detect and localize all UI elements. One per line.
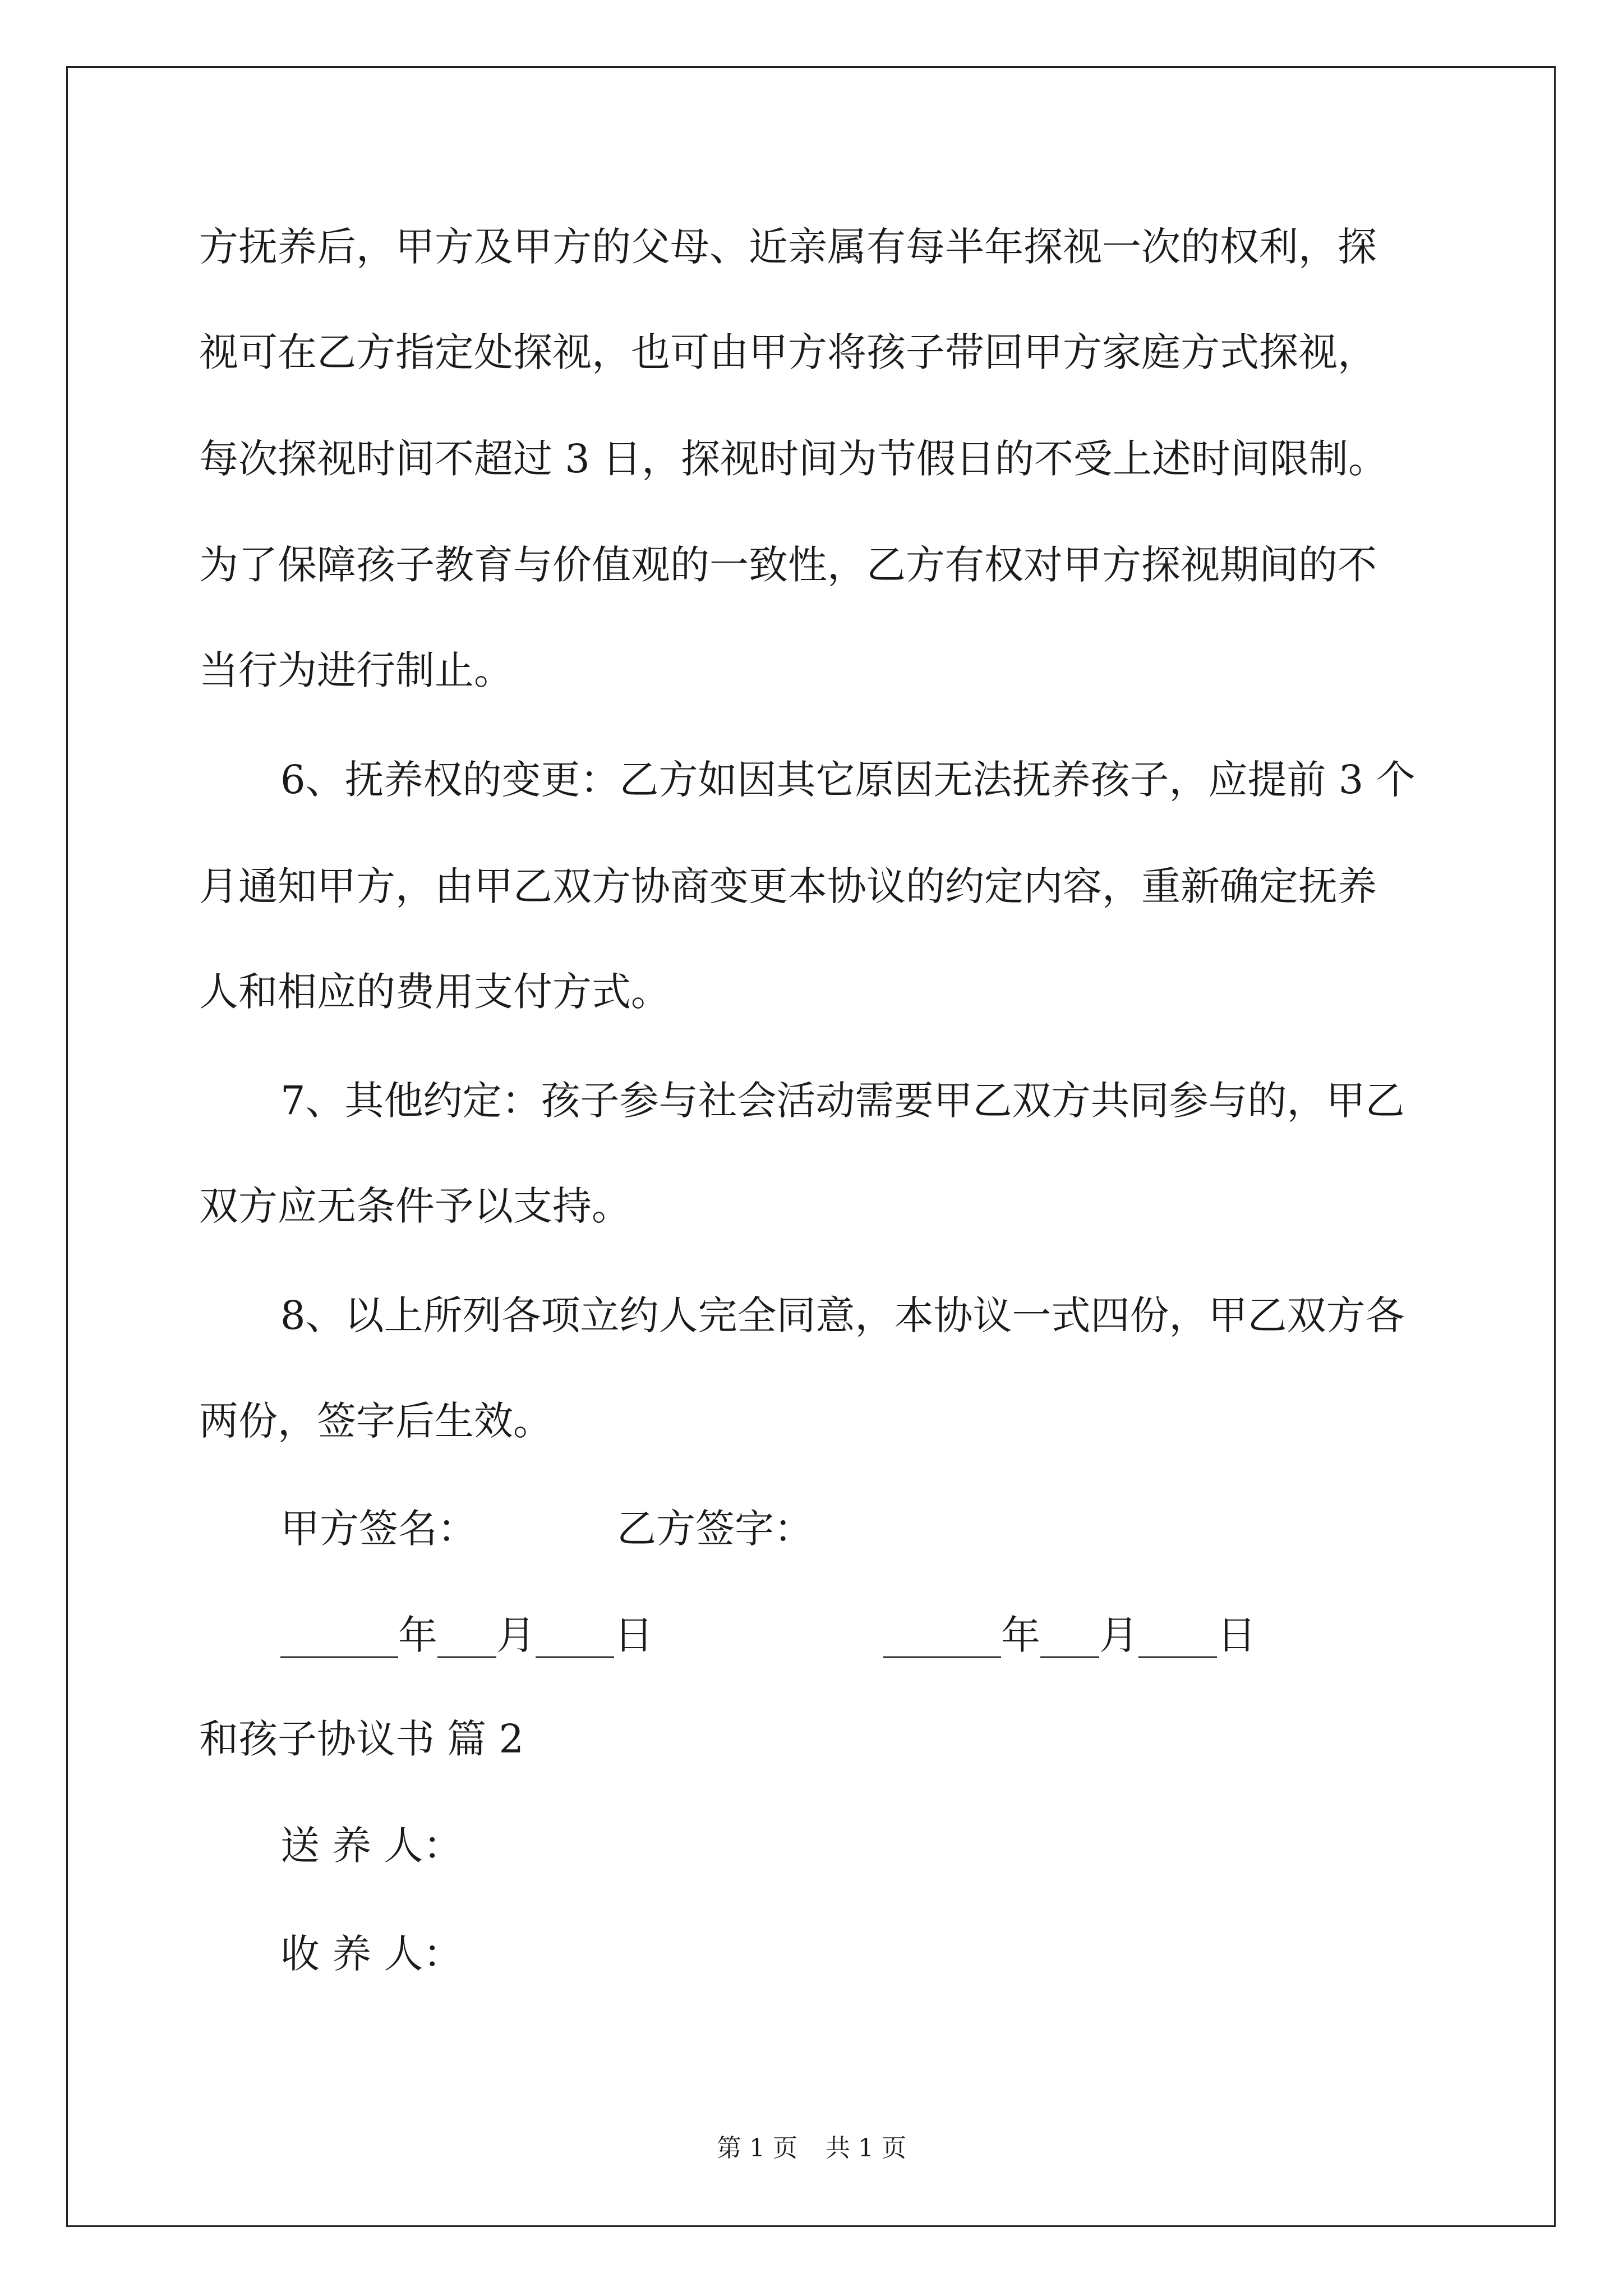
- party-a-date: ______年___月____日: [280, 1612, 653, 1658]
- receiver-label: 收 养 人：: [280, 1931, 463, 1977]
- body-line: 为了保障孩子教育与价值观的一致性，乙方有权对甲方探视期间的不: [199, 542, 1377, 588]
- sender-label: 送 养 人：: [280, 1823, 463, 1869]
- clause-8-line: 8、以上所列各项立约人完全同意，本协议一式四份，甲乙双方各: [280, 1292, 1405, 1338]
- body-line: 人和相应的费用支付方式。: [199, 969, 670, 1015]
- body-line: 当行为进行制止。: [199, 647, 513, 693]
- clause-6-line: 6、抚养权的变更：乙方如因其它原因无法抚养孩子，应提前 3 个: [280, 757, 1415, 803]
- page-border: [66, 66, 1556, 2227]
- signature-line: [280, 1503, 1514, 1554]
- party-b-date: ______年___月____日: [883, 1612, 1256, 1658]
- date-line: [280, 1610, 1514, 1660]
- total-pages: 共 1 页: [826, 2134, 906, 2162]
- page-footer: [0, 2132, 1623, 2165]
- body-line: 月通知甲方，由甲乙双方协商变更本协议的约定内容，重新确定抚养: [199, 863, 1377, 909]
- current-page: 第 1 页: [717, 2134, 797, 2162]
- body-line: 两份，签字后生效。: [199, 1398, 552, 1444]
- body-line: 每次探视时间不超过 3 日，探视时间为节假日的不受上述时间限制。: [199, 436, 1388, 482]
- body-line: 方抚养后，甲方及甲方的父母、近亲属有每半年探视一次的权利，探: [199, 224, 1377, 270]
- body-line: 视可在乙方指定处探视，也可由甲方将孩子带回甲方家庭方式探视，: [199, 329, 1377, 375]
- clause-7-line: 7、其他约定：孩子参与社会活动需要甲乙双方共同参与的，甲乙: [280, 1078, 1405, 1124]
- party-a-signature-label: 甲方签名：: [280, 1506, 477, 1552]
- section-title: 和孩子协议书 篇 2: [199, 1716, 524, 1762]
- body-line: 双方应无条件予以支持。: [199, 1183, 631, 1229]
- party-b-signature-label: 乙方签字：: [617, 1506, 813, 1552]
